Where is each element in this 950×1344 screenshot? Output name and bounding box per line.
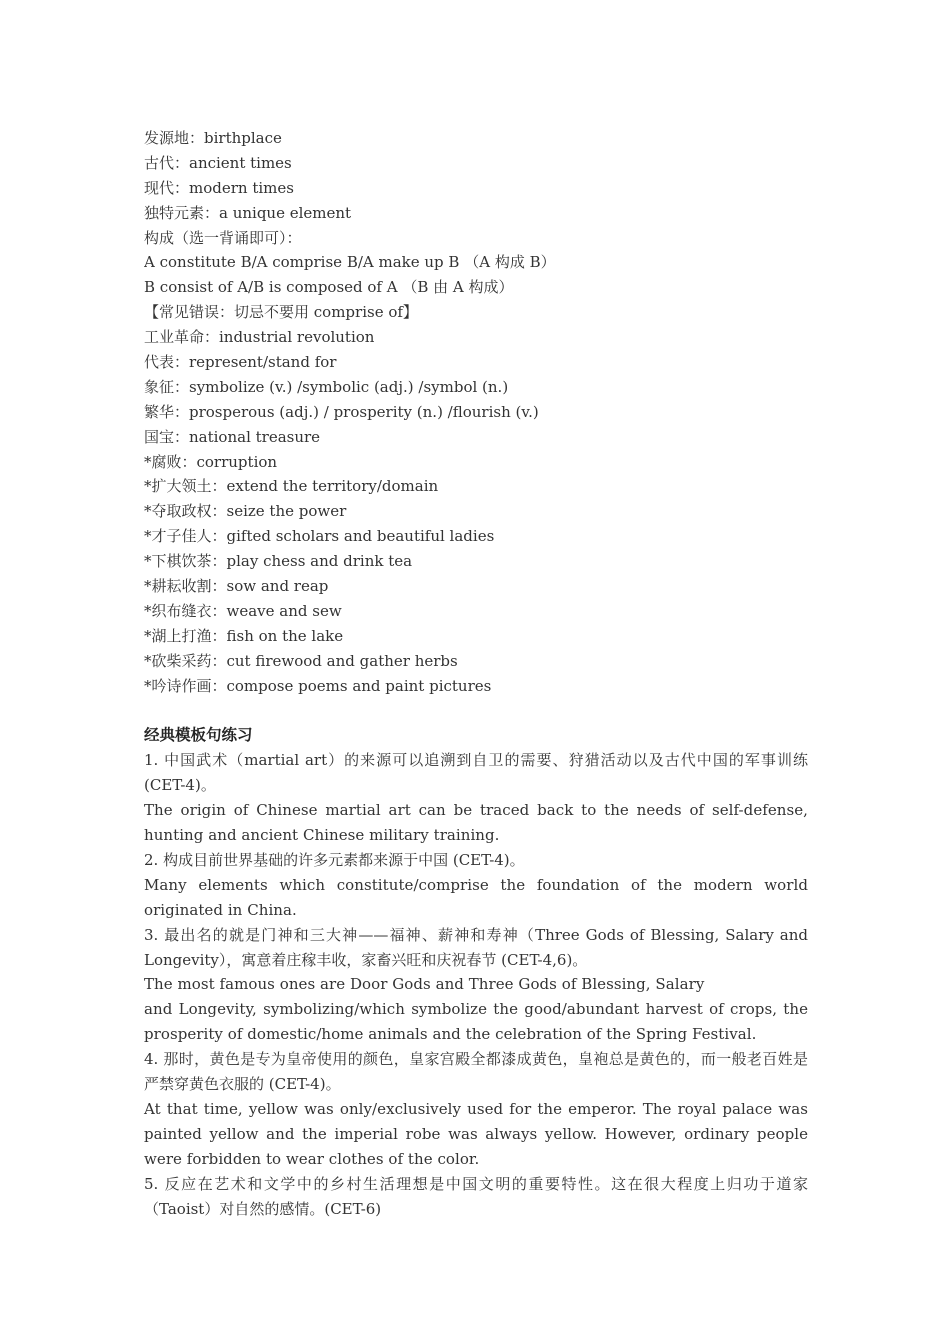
example-2-english: Many elements which constitute/comprise the foundation of the modern world originated in China.	[144, 875, 808, 919]
example-4-chinese: 4. 那时，黄色是专为皇帝使用的颜色，皇家宫殿全都漆成黄色，皇袍总是黄色的，而一般老百姓是严禁穿黄色衣服的 (CET-4)。	[144, 1050, 808, 1094]
example-1-chinese: 1. 中国武术（martial art）的来源可以追溯到自卫的需要、狩猎活动以及古代中国的军事训练 (CET-4)。	[144, 751, 808, 795]
vocab-item: A constitute B/A comprise B/A make up B （A 构成 B）	[144, 253, 556, 272]
vocab-item: *砍柴采药：cut firewood and gather herbs	[144, 651, 458, 670]
example-2-chinese: 2. 构成目前世界基础的许多元素都来源于中国 (CET-4)。	[144, 850, 525, 869]
vocab-item: *腐败：corruption	[144, 452, 278, 471]
vocab-item: 发源地：birthplace	[144, 129, 282, 147]
example-5-chinese: 5. 反应在艺术和文学中的乡村生活理想是中国文明的重要特性。这在很大程度上归功于道家（Taoist）对自然的感情。(CET-6)	[144, 1174, 808, 1218]
vocab-item: 工业革命：industrial revolution	[144, 328, 375, 347]
vocab-item: B consist of A/B is composed of A （B 由 A 构成）	[144, 278, 514, 297]
vocab-item: 构成（选一背诵即可）：	[144, 228, 302, 247]
example-3-english-line-2: and Longevity, symbolizing/which symbolize the good/abundant harvest of crops, the prosperity of domestic/home animals and the celebration of the Spring Festival.	[144, 1000, 808, 1044]
example-3-chinese: 3. 最出名的就是门神和三大神——福神、薪神和寿神（Three Gods of Blessing, Salary and Longevity），寓意着庄稼丰收，家畜兴旺和庆祝春节 (CET-4,6)。	[144, 925, 808, 969]
example-3-english-line-1: The most famous ones are Door Gods and Three Gods of Blessing, Salary	[144, 975, 705, 994]
vocab-item: 古代：ancient times	[144, 153, 292, 172]
vocab-item: *吟诗作画：compose poems and paint pictures	[144, 676, 492, 695]
section-title: 经典模板句练习	[144, 725, 253, 745]
vocab-item: *夺取政权：seize the power	[144, 502, 347, 521]
vocab-item: *扩大领土：extend the territory/domain	[144, 477, 439, 496]
vocabulary-list	[144, 126, 808, 698]
example-1-english: The origin of Chinese martial art can be traced back to the needs of self-defense, hunting and ancient Chinese military training.	[144, 801, 808, 844]
vocab-item: *下棋饮茶：play chess and drink tea	[144, 552, 413, 571]
vocab-item: 国宝：national treasure	[144, 427, 321, 446]
vocab-item: 象征：symbolize (v.) /symbolic (adj.) /symbol (n.)	[144, 377, 509, 396]
example-sentences	[144, 748, 808, 1221]
section-spacer	[144, 698, 808, 723]
vocab-item: 代表：represent/stand for	[144, 353, 337, 372]
vocab-item: 现代：modern times	[144, 178, 294, 197]
vocab-item: *耕耘收割：sow and reap	[144, 577, 329, 596]
vocab-item: 繁华：prosperous (adj.) / prosperity (n.) /flourish (v.)	[144, 402, 539, 421]
document-body	[144, 126, 808, 1222]
vocab-item: 独特元素：a unique element	[144, 203, 352, 222]
vocab-item: *才子佳人：gifted scholars and beautiful ladies	[144, 527, 495, 546]
vocab-item: *湖上打渔：fish on the lake	[144, 626, 344, 645]
vocab-item: *织布缝衣：weave and sew	[144, 601, 342, 620]
example-4-english: At that time, yellow was only/exclusively used for the emperor. The royal palace was painted yellow and the imperial robe was always yellow. However, ordinary people were forbidden to wear clothes of the color.	[144, 1099, 808, 1168]
vocab-note: 【常见错误：切忌不要用 comprise of】	[144, 303, 418, 322]
